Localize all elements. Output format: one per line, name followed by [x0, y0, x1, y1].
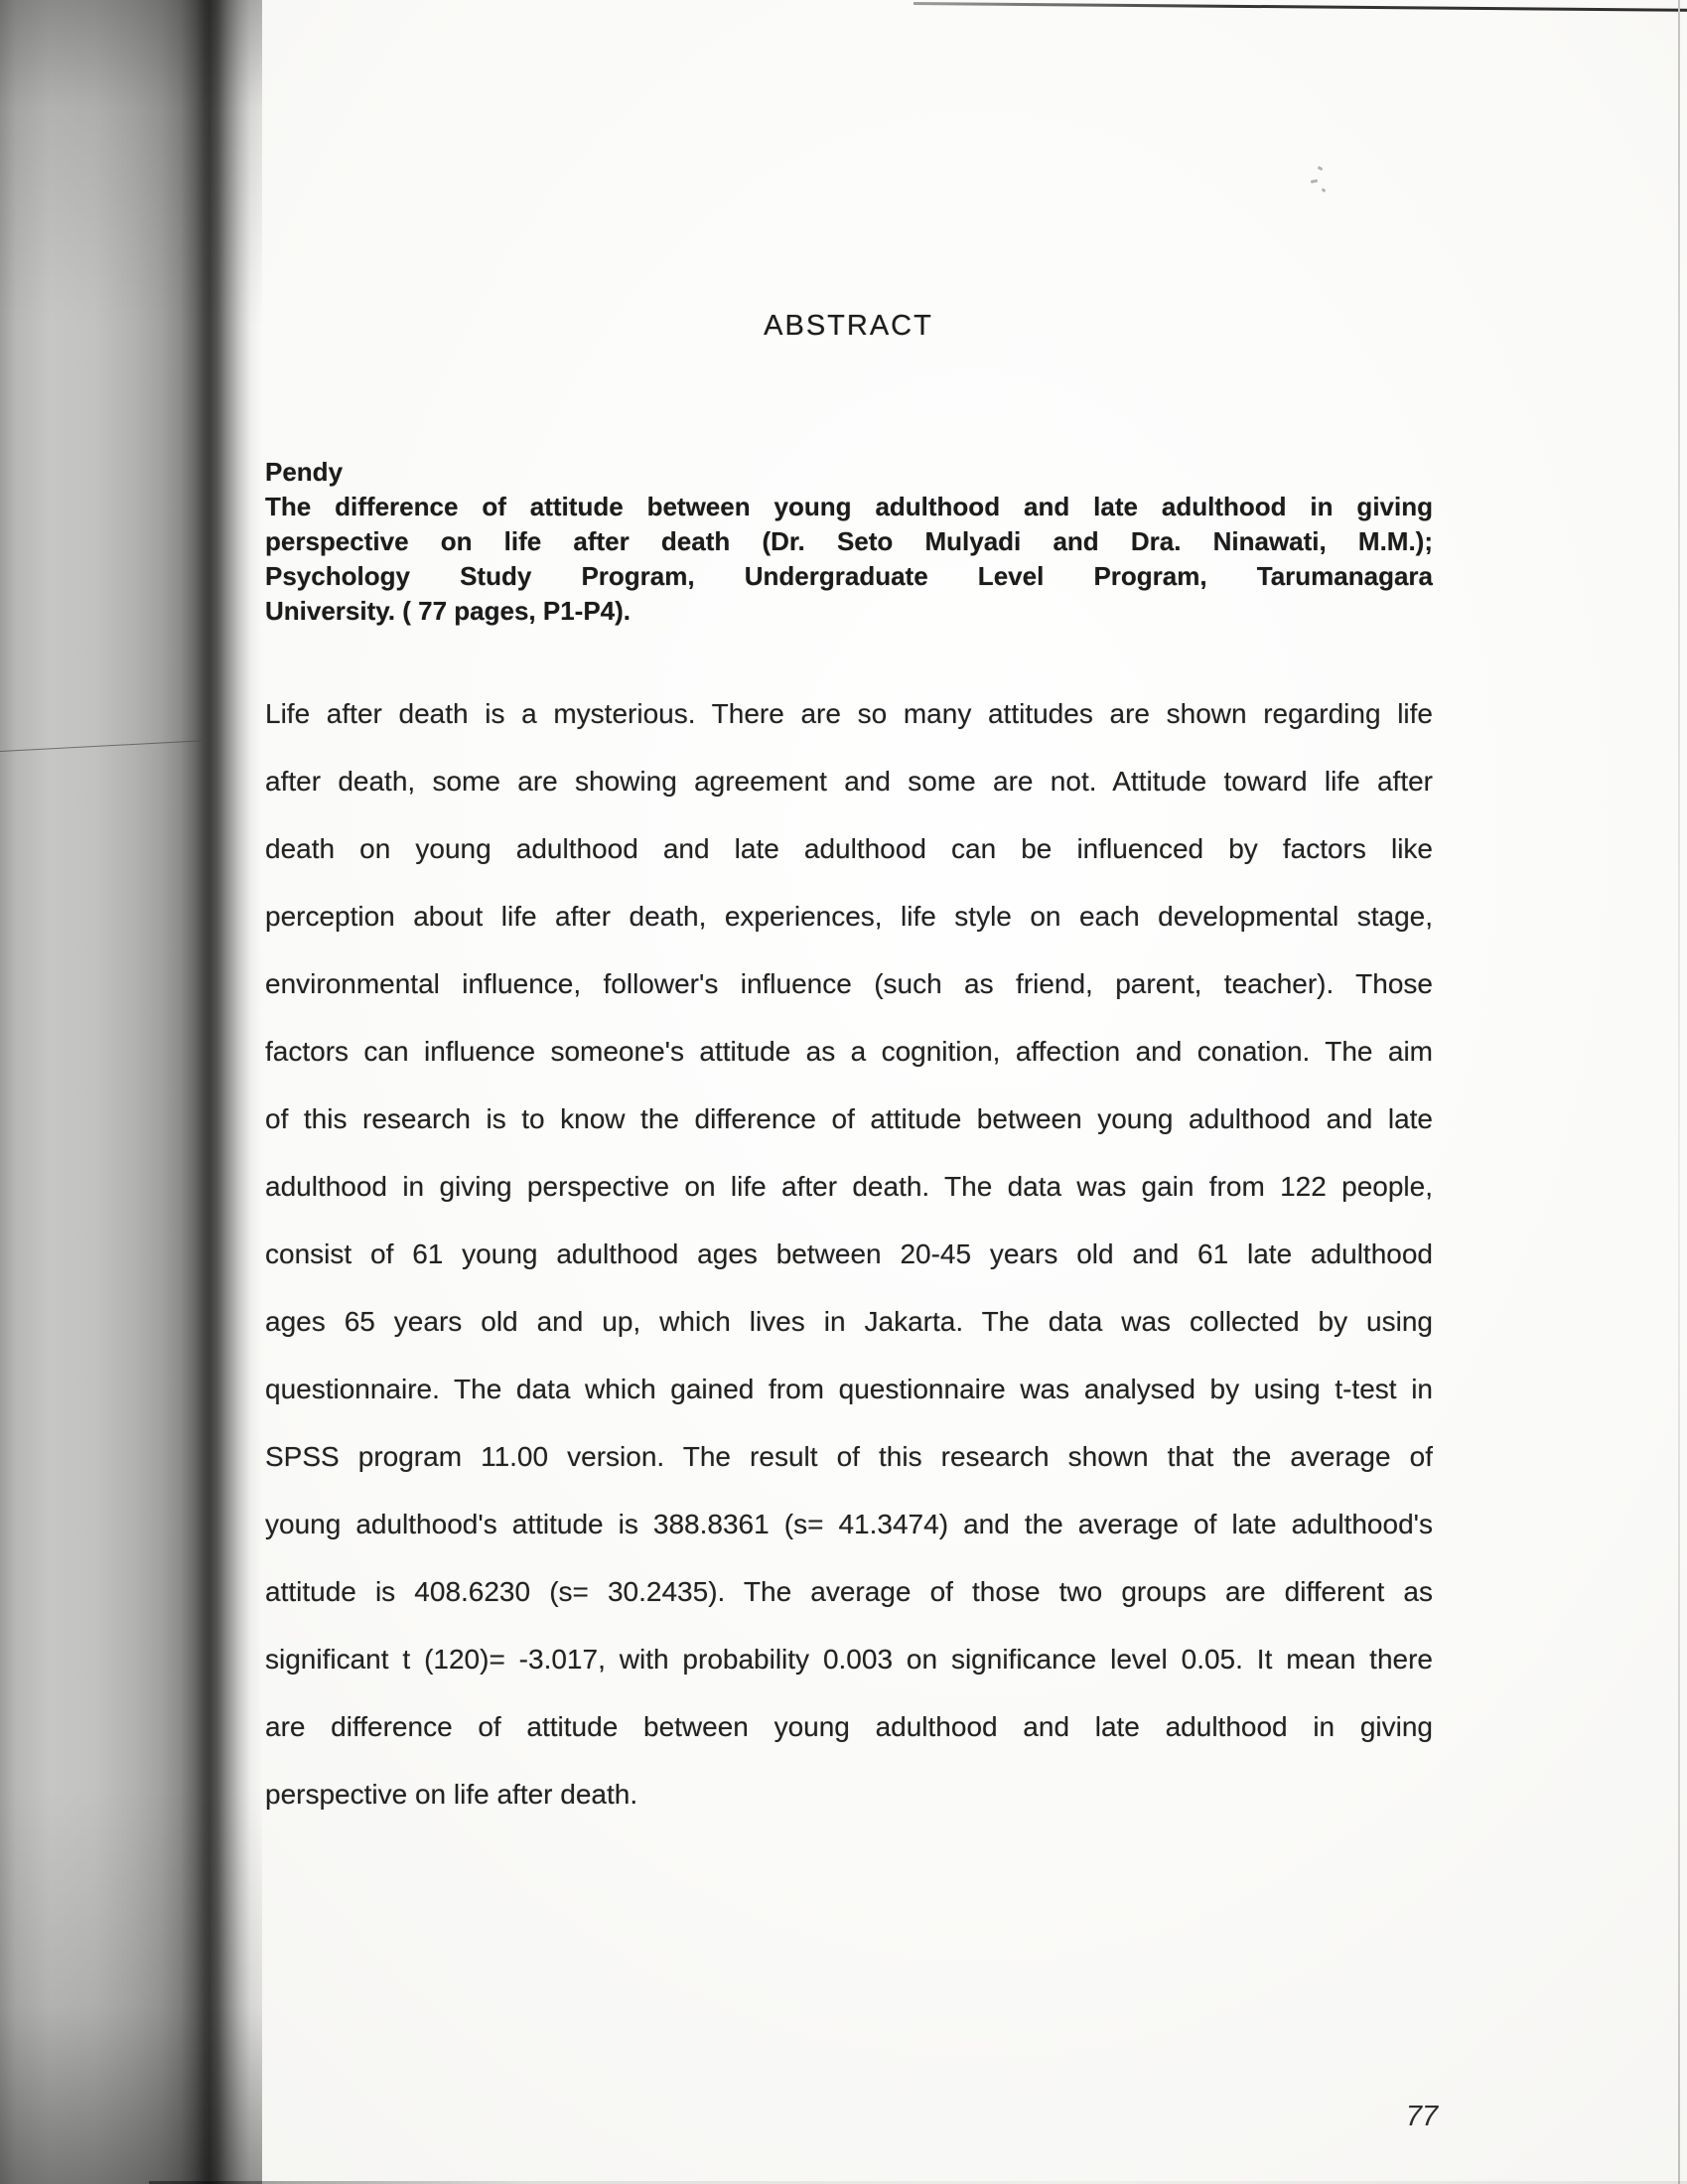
text-line: The difference of attitude between young adulthood and late adulthood in giving: [265, 492, 1433, 521]
text-line: University. ( 77 pages, P1-P4).: [265, 596, 631, 626]
abstract-body: [265, 680, 1433, 1828]
scan-speck: [1318, 166, 1324, 171]
text-line: Life after death is a mysterious. There are so many attitudes are shown regarding life: [265, 698, 1433, 729]
text-line: of this research is to know the difference of attitude between young adulthood and late: [265, 1103, 1433, 1134]
text-line: questionnaire. The data which gained from questionnaire was analysed by using t-test in: [265, 1374, 1433, 1404]
scan-speck: [1311, 179, 1318, 183]
scan-right-page-edge: [1678, 0, 1680, 2184]
text-line: environmental influence, follower's influence (such as friend, parent, teacher). Those: [265, 968, 1433, 999]
text-line: Pendy: [265, 457, 344, 487]
text-line: perspective on life after death (Dr. Seto Mulyadi and Dra. Ninawati, M.M.);: [265, 526, 1433, 556]
page-title: ABSTRACT: [764, 310, 933, 342]
text-line: attitude is 408.6230 (s= 30.2435). The average of those two groups are different as: [265, 1576, 1433, 1607]
text-line: factors can influence someone's attitude as a cognition, affection and conation. The aim: [265, 1036, 1433, 1067]
scan-top-page-edge: [914, 2, 1687, 12]
text-line: adulthood in giving perspective on life after death. The data was gain from 122 people,: [265, 1171, 1433, 1202]
scan-speck: [1322, 188, 1327, 193]
page-number: 77: [1405, 2101, 1439, 2132]
text-line: significant t (120)= -3.017, with probability 0.003 on significance level 0.05. It mean there: [265, 1644, 1433, 1674]
text-line: consist of 61 young adulthood ages between 20-45 years old and 61 late adulthood: [265, 1238, 1433, 1269]
scan-gutter-vertical-shading: [0, 0, 262, 2184]
text-line: are difference of attitude between young adulthood and late adulthood in giving: [265, 1711, 1433, 1742]
text-line: young adulthood's attitude is 388.8361 (s= 41.3474) and the average of late adulthood's: [265, 1509, 1433, 1539]
text-line: perception about life after death, experiences, life style on each developmental stage,: [265, 901, 1433, 932]
text-line: after death, some are showing agreement and some are not. Attitude toward life after: [265, 766, 1433, 797]
text-line: SPSS program 11.00 version. The result of this research shown that the average of: [265, 1441, 1433, 1472]
text-line: death on young adulthood and late adulthood can be influenced by factors like: [265, 833, 1433, 864]
text-line: perspective on life after death.: [265, 1779, 638, 1810]
text-line: Psychology Study Program, Undergraduate Level Program, Tarumanagara: [265, 561, 1433, 591]
abstract-citation: [265, 455, 1433, 629]
text-line: ages 65 years old and up, which lives in Jakarta. The data was collected by using: [265, 1306, 1433, 1337]
